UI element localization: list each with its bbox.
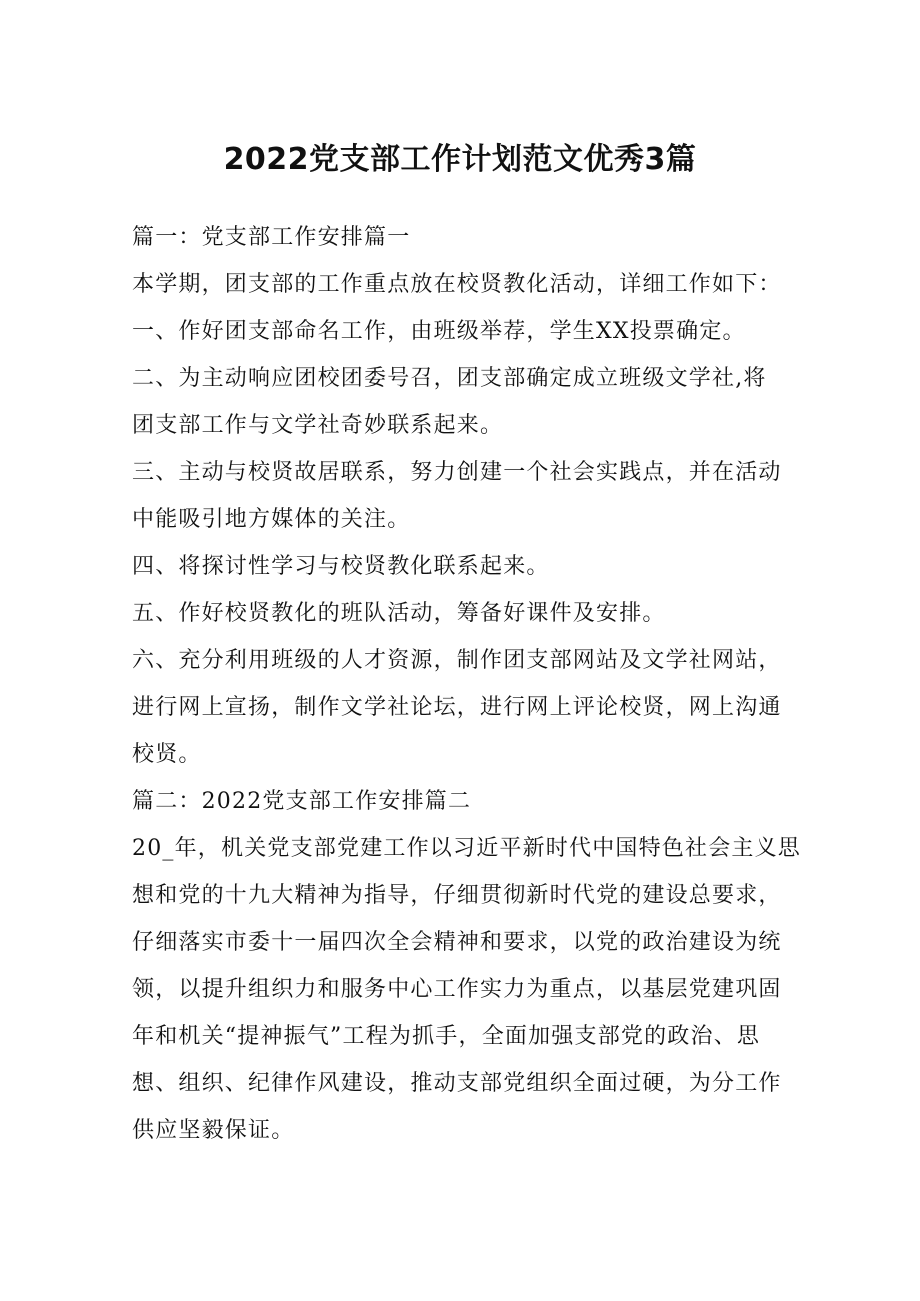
document-title: 2022党支部工作计划范文优秀3篇: [223, 142, 697, 177]
list-item-six: 六、充分利用班级的人才资源，制作团支部网站及文学社网站，: [132, 648, 782, 673]
paragraph-line: 20_年，机关党支部党建工作以习近平新时代中国特色社会主义思: [132, 836, 801, 861]
paragraph-line: 供应坚毅保证。: [132, 1118, 295, 1143]
paragraph-line: 仔细落实市委十一届四次全会精神和要求，以党的政治建设为统: [132, 930, 782, 955]
list-item-one: 一、作好团支部命名工作，由班级举荐，学生XX投票确定。: [132, 319, 746, 344]
list-item-four: 四、将探讨性学习与校贤教化联系起来。: [132, 554, 550, 579]
list-item-six-cont: 进行网上宣扬，制作文学社论坛，进行网上评论校贤，网上沟通: [132, 695, 782, 720]
list-item-six-end: 校贤。: [132, 742, 202, 767]
list-item-three-cont: 中能吸引地方媒体的关注。: [132, 507, 411, 532]
heading-part-one: 篇一：党支部工作安排篇一: [132, 225, 411, 250]
list-item-five: 五、作好校贤教化的班队活动，筹备好课件及安排。: [132, 601, 666, 626]
paragraph-line: 本学期，团支部的工作重点放在校贤教化活动，详细工作如下：: [132, 272, 782, 297]
paragraph-line: 领，以提升组织力和服务中心工作实力为重点，以基层党建巩固: [132, 977, 782, 1002]
list-item-two: 二、为主动响应团校团委号召，团支部确定成立班级文学社,将: [132, 366, 767, 391]
list-item-two-cont: 团支部工作与文学社奇妙联系起来。: [132, 413, 504, 438]
paragraph-line: 想和党的十九大精神为指导，仔细贯彻新时代党的建设总要求，: [132, 883, 782, 908]
document-body: [132, 214, 800, 1154]
paragraph-line: 年和机关“提神振气”工程为抓手，全面加强支部党的政治、思: [132, 1024, 761, 1049]
paragraph-line: 想、组织、纪律作风建设，推动支部党组织全面过硬，为分工作: [132, 1071, 782, 1096]
list-item-three: 三、主动与校贤故居联系，努力创建一个社会实践点，并在活动: [132, 460, 782, 485]
heading-part-two: 篇二：2022党支部工作安排篇二: [132, 789, 472, 814]
